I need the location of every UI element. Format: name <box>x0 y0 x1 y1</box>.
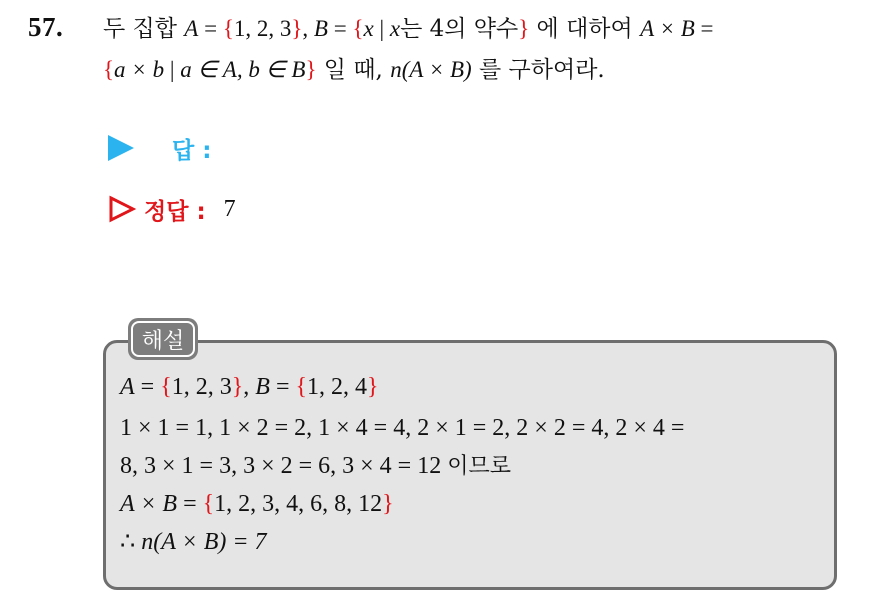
question-text-line-1 <box>103 14 714 44</box>
question-condition-text: 일 때, <box>316 57 391 83</box>
question-middle-text: 에 대하여 <box>529 16 641 42</box>
right-brace: } <box>518 16 530 41</box>
solution-line-4 <box>120 489 394 519</box>
question-text-line-2 <box>103 55 605 85</box>
set-a-symbol: A <box>184 16 199 41</box>
set-a-elements: 1, 2, 3 <box>171 374 232 400</box>
right-brace: } <box>231 374 244 400</box>
left-brace: { <box>202 491 215 517</box>
set-a-elements: 1, 2, 3 <box>233 16 292 41</box>
product-expression: a × b <box>114 57 165 82</box>
solution-tab <box>128 318 198 360</box>
left-brace: { <box>295 374 308 400</box>
equals-sign: = <box>327 16 353 41</box>
solution-line-1 <box>120 372 379 402</box>
equals-sign: = <box>198 16 223 41</box>
product-computations: 8, 3 × 1 = 3, 3 × 2 = 6, 3 × 4 = 12 <box>120 453 448 479</box>
correct-answer-label: 정답 : <box>144 198 206 225</box>
set-a-symbol: A <box>120 374 135 400</box>
variable-x: x <box>389 16 401 41</box>
cardinality-expression: n(A × B) <box>390 57 472 82</box>
right-brace: } <box>367 374 379 400</box>
question-number: 57. <box>28 12 64 42</box>
question-intro: 두 집합 <box>103 16 185 42</box>
equals-sign: = <box>134 374 161 400</box>
solution-line-5 <box>120 527 267 557</box>
set-b-condition: 는 4의 약수 <box>400 16 519 42</box>
product-set-elements: 1, 2, 3, 4, 6, 8, 12 <box>214 491 383 517</box>
separator: , <box>302 16 314 41</box>
equals-sign: = <box>269 374 296 400</box>
such-that-bar: | <box>373 16 390 41</box>
left-brace: { <box>352 16 364 41</box>
set-b-symbol: B <box>255 374 270 400</box>
therefore-symbol: ∴ <box>120 529 136 555</box>
question-ask-text: 를 구하여라. <box>471 57 605 83</box>
product-set-symbol: A × B <box>120 491 178 517</box>
equals-sign: = <box>177 491 203 517</box>
final-result: n(A × B) = 7 <box>135 529 267 555</box>
left-brace: { <box>222 16 234 41</box>
left-brace: { <box>103 57 115 82</box>
solution-line-2: 1 × 1 = 1, 1 × 2 = 2, 1 × 4 = 4, 2 × 1 = 2, 2 × 2 = 4, 2 × 4 = <box>120 415 685 441</box>
right-brace: } <box>291 16 303 41</box>
answer-label: 답 : <box>172 137 212 164</box>
answer-row <box>108 131 211 165</box>
solution-tab-label: 해설 <box>131 321 195 357</box>
right-brace: } <box>382 491 394 517</box>
membership-condition: a ∈ A, b ∈ B <box>180 57 306 82</box>
set-b-elements: 1, 2, 4 <box>307 374 368 400</box>
equals-sign: = <box>694 16 714 41</box>
left-brace: { <box>160 374 172 400</box>
set-b-symbol: B <box>313 16 328 41</box>
variable-x: x <box>363 16 374 41</box>
correct-answer-value: 7 <box>223 195 236 222</box>
product-set-symbol: A × B <box>640 16 695 41</box>
correct-answer-row <box>108 192 236 226</box>
solution-line-3 <box>120 451 511 482</box>
separator: , <box>243 374 256 400</box>
play-triangle-icon <box>108 135 134 161</box>
such-that-bar: | <box>164 57 181 82</box>
right-brace: } <box>305 57 317 82</box>
outline-triangle-icon <box>108 195 136 223</box>
conclusion-connective: 이므로 <box>447 454 511 479</box>
